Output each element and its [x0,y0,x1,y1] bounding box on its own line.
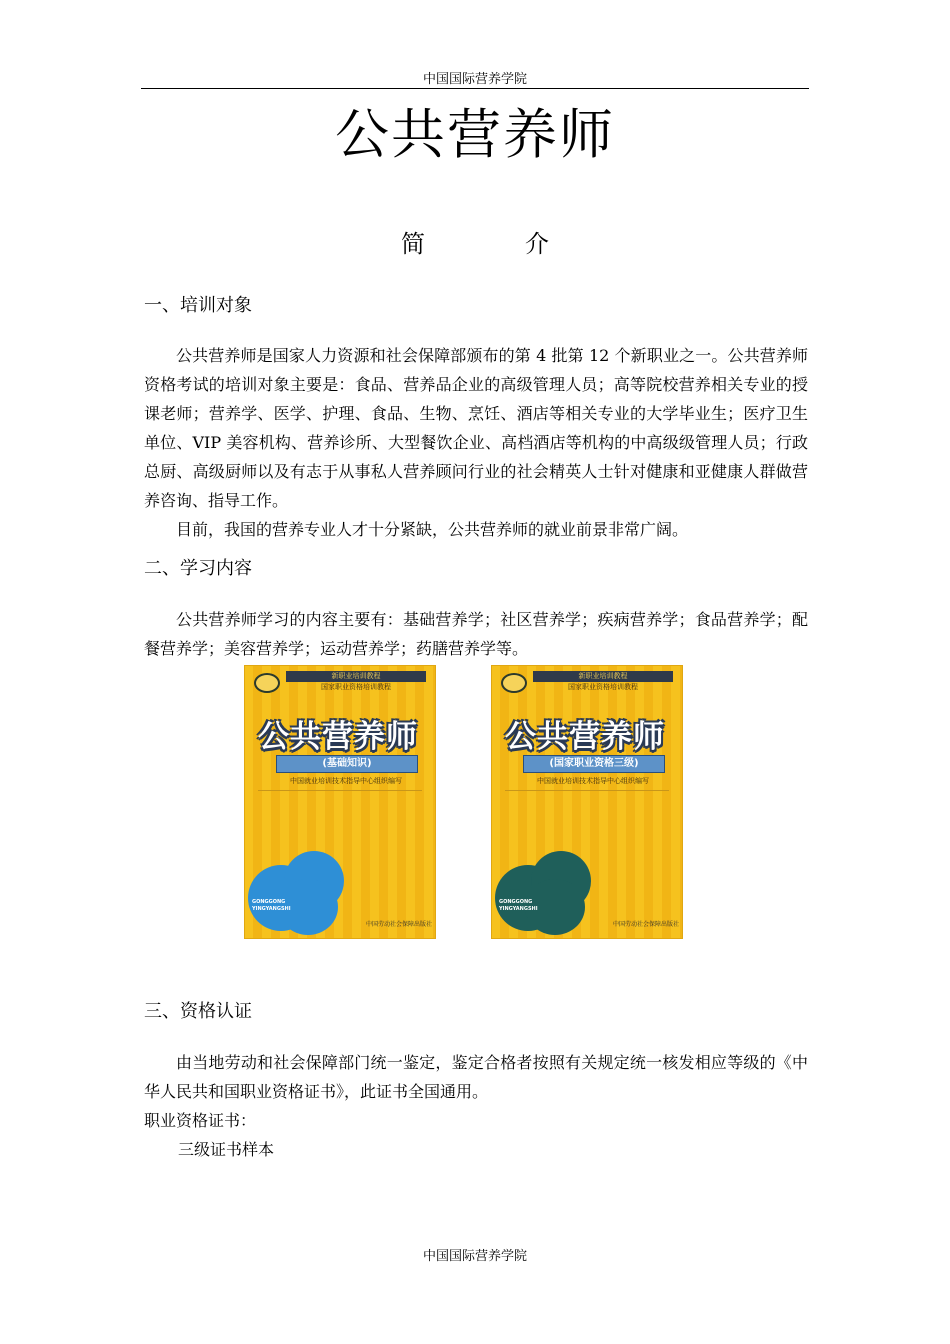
book-rule [258,790,422,791]
book-pinyin: GONGGONG YINGYANGSHI [252,899,291,912]
page-header: 中国国际营养学院 [422,72,527,87]
book-title: 公共营养师 [258,719,418,755]
page-footer: 中国国际营养学院 [422,1249,527,1264]
book-title: 公共营养师 [505,719,665,755]
book-org: 中国就业培训技术指导中心组织编写 [537,777,649,785]
section-1-paragraph-2: 目前，我国的营养专业人才十分紧缺，公共营养师的就业前景非常广阔。 [176,520,689,539]
section-3-paragraph-1: 由当地劳动和社会保障部门统一鉴定，鉴定合格者按照有关规定统一核发相应等级的《中华人民共和国职业资格证书》，此证书全国通用。 [144,1053,808,1101]
certificate-sample-label: 三级证书样本 [178,1140,275,1159]
book-series-top: 新职业培训教程 [286,671,426,682]
book-publisher: 中国劳动社会保障出版社 [612,921,679,928]
page-subtitle: 简 介 [401,230,587,258]
book-series-bottom: 国家职业资格培训教程 [568,683,638,691]
book-rule [505,790,669,791]
section-heading-1: 一、培训对象 [144,295,252,316]
series-badge-icon [254,673,280,693]
book-band: (基础知识) [276,755,418,773]
book-series [533,671,673,697]
book-pinyin: GONGGONG YINGYANGSHI [499,899,538,912]
header-rule [141,88,809,89]
book-org: 中国就业培训技术指导中心组织编写 [290,777,402,785]
book-cover-basic [244,665,436,939]
book-cover-level-three [491,665,683,939]
section-heading-3: 三、资格认证 [144,1001,252,1022]
book-series [286,671,426,697]
book-publisher: 中国劳动社会保障出版社 [365,921,432,928]
book-band: (国家职业资格三级) [523,755,665,773]
book-series-bottom: 国家职业资格培训教程 [321,683,391,691]
section-2-paragraph-1: 公共营养师学习的内容主要有：基础营养学；社区营养学；疾病营养学；食品营养学；配餐营养学；美容营养学；运动营养学；药膳营养学等。 [144,610,808,658]
certificate-label: 职业资格证书： [144,1111,257,1130]
book-series-top: 新职业培训教程 [533,671,673,682]
series-badge-icon [501,673,527,693]
page-title: 公共营养师 [335,103,615,166]
section-heading-2: 二、学习内容 [144,558,252,579]
section-1-paragraph-1: 公共营养师是国家人力资源和社会保障部颁布的第 4 批第 12 个新职业之一。公共营养师资格考试的培训对象主要是：食品、营养品企业的高级管理人员；高等院校营养相关专业的授课老师；营养学、医学、护理、食品、生物、烹饪、酒店等相关专业的大学毕业生；医疗卫生单位、VIP 美容机构、营养诊所、大型餐饮企业、高档酒店等机构的中高级级管理人员；行政总厨、高级厨师以及有志于从事私人营养顾问行业的社会精英人士针对健康和亚健康人群做营养咨询、指导工作。 [144,346,808,510]
